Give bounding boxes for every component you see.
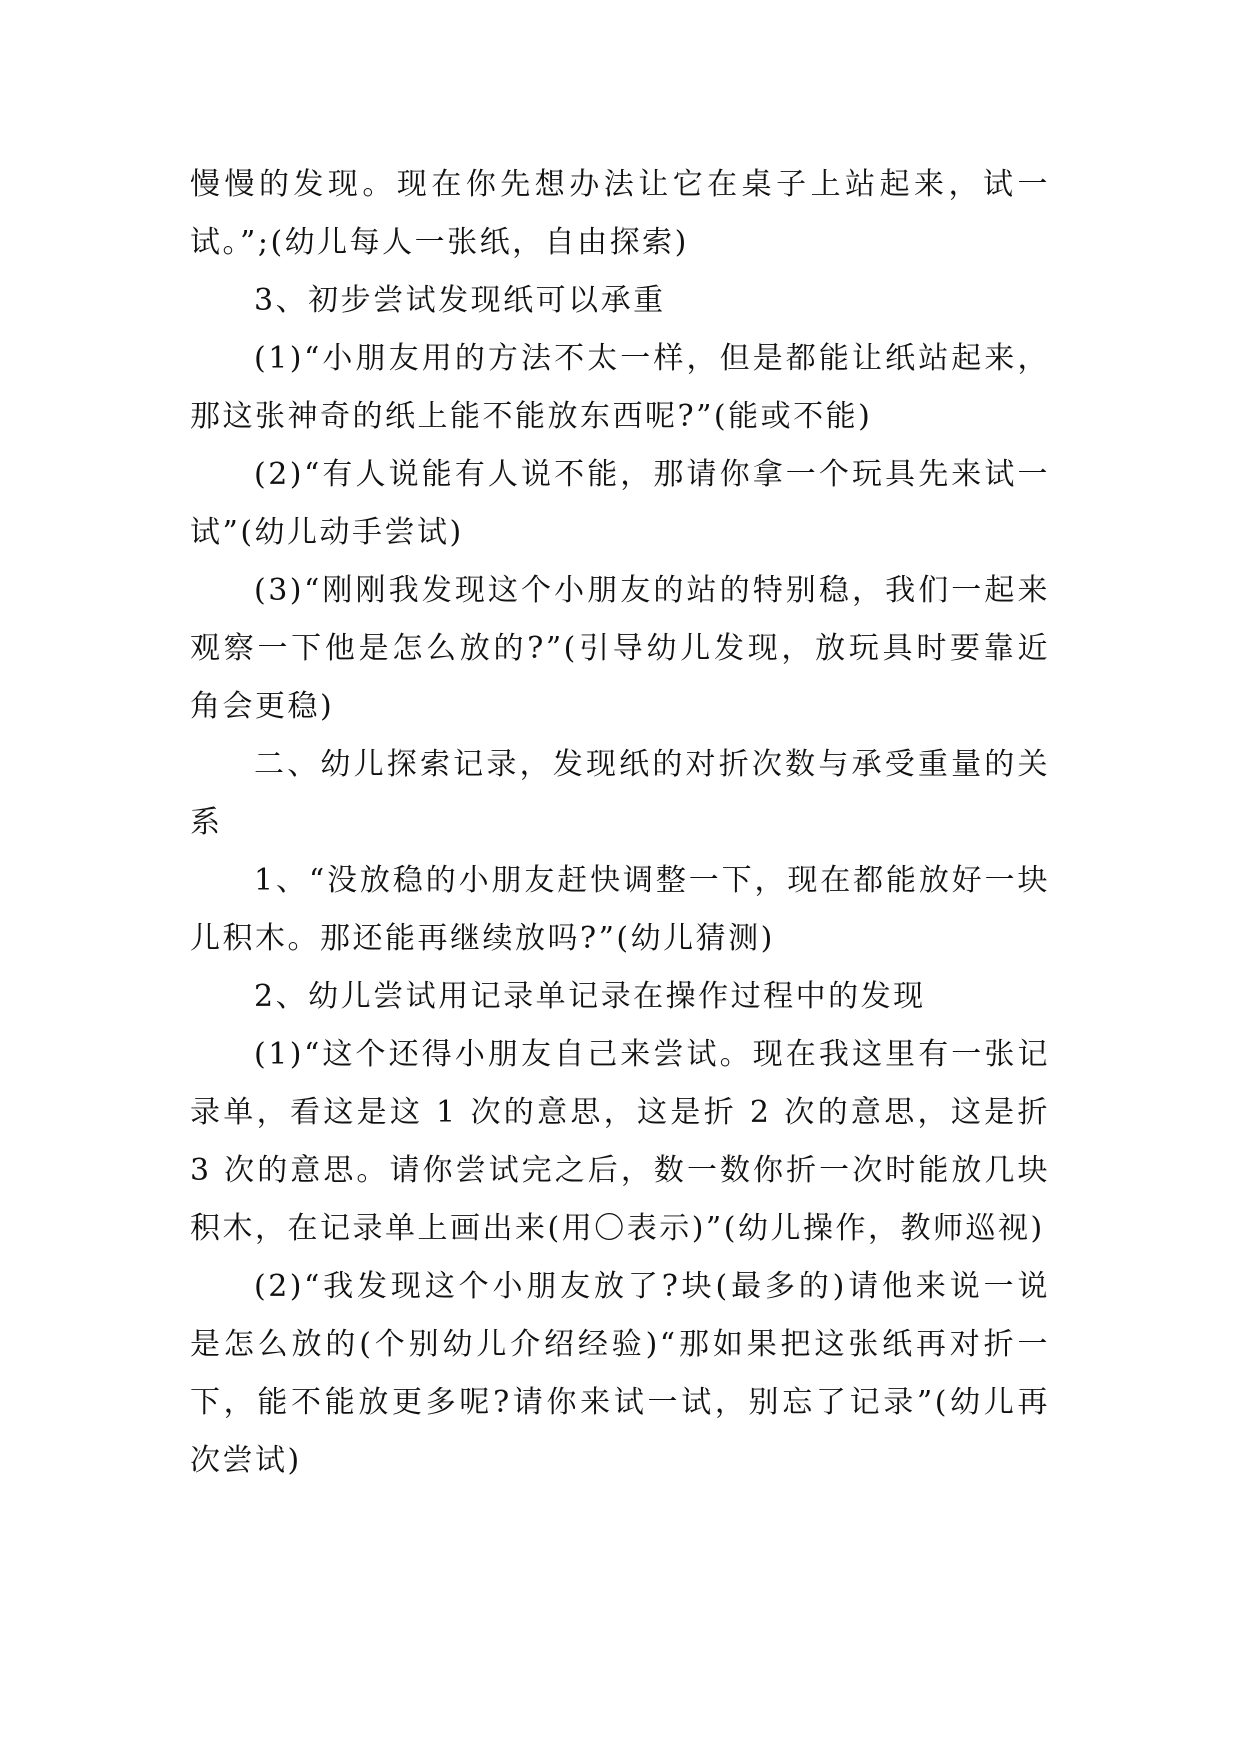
paragraph-6: 二、幼儿探索记录，发现纸的对折次数与承受重量的关系 (190, 747, 1050, 840)
paragraph-4: (2)“有人说能有人说不能，那请你拿一个玩具先来试一试”(幼儿动手尝试) (190, 457, 1050, 550)
paragraph-2: 3、初步尝试发现纸可以承重 (254, 283, 666, 318)
document-body (190, 156, 1050, 1490)
paragraph-9: (1)“这个还得小朋友自己来尝试。现在我这里有一张记录单，看这是这 1 次的意思，这是折 2 次的意思，这是折 3 次的意思。请你尝试完之后，数一数你折一次时能放几块积木，在记录单上画出来(用〇表示)”(幼儿操作，教师巡视) (190, 1037, 1050, 1246)
paragraph-3: (1)“小朋友用的方法不太一样，但是都能让纸站起来，那这张神奇的纸上能不能放东西呢?”(能或不能) (190, 341, 1050, 434)
paragraph-10: (2)“我发现这个小朋友放了?块(最多的)请他来说一说是怎么放的(个别幼儿介绍经验)“那如果把这张纸再对折一下，能不能放更多呢?请你来试一试，别忘了记录”(幼儿再次尝试) (190, 1269, 1050, 1478)
paragraph-8: 2、幼儿尝试用记录单记录在操作过程中的发现 (254, 979, 926, 1014)
paragraph-1: 慢慢的发现。现在你先想办法让它在桌子上站起来，试一试。”;(幼儿每人一张纸，自由探索) (190, 167, 1050, 260)
paragraph-5: (3)“刚刚我发现这个小朋友的站的特别稳，我们一起来观察一下他是怎么放的?”(引导幼儿发现，放玩具时要靠近角会更稳) (190, 573, 1050, 724)
paragraph-7: 1、“没放稳的小朋友赶快调整一下，现在都能放好一块儿积木。那还能再继续放吗?”(幼儿猜测) (190, 863, 1050, 956)
